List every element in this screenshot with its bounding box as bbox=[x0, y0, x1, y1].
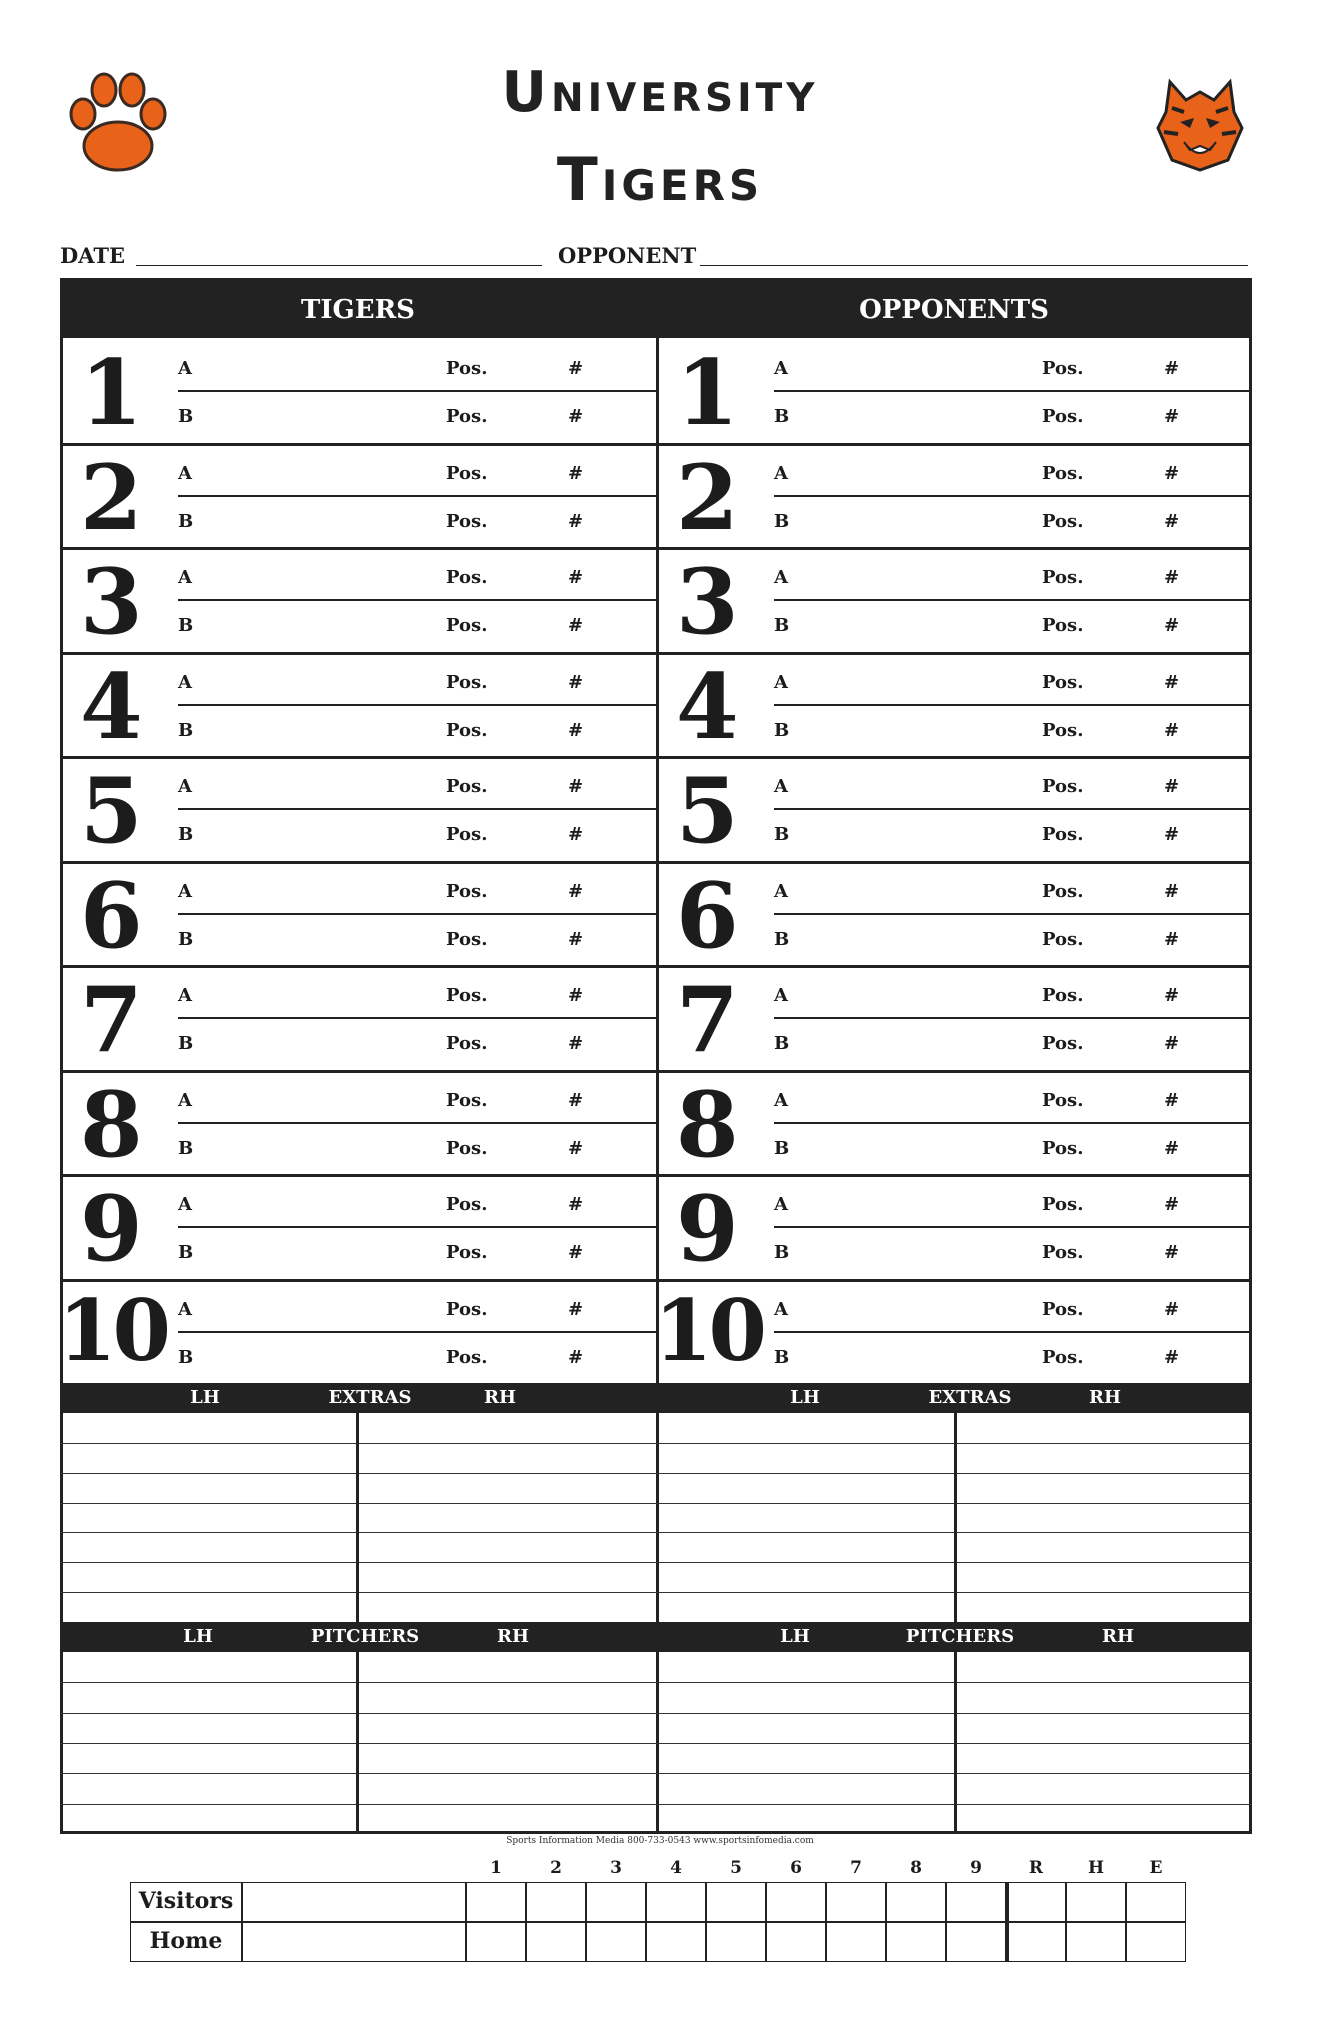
number-label: # bbox=[568, 615, 584, 636]
lineup-number-right: 6 bbox=[676, 862, 739, 969]
number-label: # bbox=[1164, 1194, 1180, 1215]
slot-a-label: A bbox=[774, 985, 788, 1006]
row-separator bbox=[60, 1174, 1252, 1177]
row-separator bbox=[60, 1070, 1252, 1073]
opponent-label: OPPONENT bbox=[558, 243, 697, 268]
column-divider bbox=[356, 1652, 359, 1834]
player-a-line[interactable] bbox=[774, 808, 1252, 810]
slot-b-label: B bbox=[178, 406, 194, 427]
score-cell[interactable] bbox=[646, 1882, 706, 1922]
pos-label: Pos. bbox=[446, 824, 488, 845]
player-a-line[interactable] bbox=[774, 1017, 1252, 1019]
lineup-number-right: 4 bbox=[676, 653, 739, 760]
row-separator bbox=[60, 756, 1252, 759]
pos-label: Pos. bbox=[1042, 615, 1084, 636]
score-cell[interactable] bbox=[766, 1922, 826, 1962]
inning-header-8: 8 bbox=[910, 1858, 922, 1878]
number-label: # bbox=[1164, 358, 1180, 379]
slot-a-label: A bbox=[178, 671, 192, 693]
number-label: # bbox=[1164, 824, 1180, 845]
number-label: # bbox=[568, 880, 584, 902]
pos-label: Pos. bbox=[1042, 671, 1084, 693]
player-a-line[interactable] bbox=[178, 808, 656, 810]
lineup-number-right: 10 bbox=[654, 1280, 763, 1380]
inning-header-5: 5 bbox=[730, 1858, 742, 1878]
lineup-number-right: 7 bbox=[676, 967, 739, 1073]
lineup-number-left: 9 bbox=[80, 1176, 143, 1282]
slot-b-label: B bbox=[774, 615, 790, 636]
entry-line[interactable] bbox=[60, 1592, 1252, 1593]
slot-b-label: B bbox=[774, 928, 790, 950]
credit-line: Sports Information Media 800-733-0543 www.sportsinfomedia.com bbox=[506, 1836, 814, 1846]
team-name-cell[interactable] bbox=[242, 1882, 466, 1922]
score-cell[interactable] bbox=[466, 1922, 526, 1962]
number-label: # bbox=[568, 358, 584, 379]
inning-header-3: 3 bbox=[610, 1858, 622, 1878]
number-label: # bbox=[568, 1242, 584, 1263]
lineup-number-left: 5 bbox=[80, 758, 143, 864]
score-cell[interactable] bbox=[706, 1882, 766, 1922]
opponents-title: OPPONENTS bbox=[859, 295, 1049, 325]
pos-label: Pos. bbox=[1042, 719, 1084, 741]
player-a-line[interactable] bbox=[178, 913, 656, 915]
pos-label: Pos. bbox=[1042, 1194, 1084, 1215]
player-a-line[interactable] bbox=[774, 1331, 1252, 1333]
slot-a-label: A bbox=[774, 1194, 788, 1215]
number-label: # bbox=[568, 1298, 584, 1320]
pos-label: Pos. bbox=[1042, 985, 1084, 1006]
lineup-number-right: 3 bbox=[676, 549, 739, 655]
number-label: # bbox=[568, 776, 584, 797]
pos-label: Pos. bbox=[446, 719, 488, 741]
score-cell[interactable] bbox=[586, 1882, 646, 1922]
slot-a-label: A bbox=[178, 880, 192, 902]
pos-label: Pos. bbox=[446, 358, 488, 379]
slot-b-label: B bbox=[178, 615, 194, 636]
number-label: # bbox=[1164, 1242, 1180, 1263]
slot-a-label: A bbox=[178, 567, 192, 588]
score-cell[interactable] bbox=[1066, 1922, 1126, 1962]
number-label: # bbox=[1164, 671, 1180, 693]
score-cell[interactable] bbox=[886, 1882, 946, 1922]
date-label: DATE bbox=[60, 243, 125, 268]
number-label: # bbox=[1164, 1346, 1180, 1368]
slot-a-label: A bbox=[178, 1089, 192, 1111]
inning-header-2: 2 bbox=[550, 1858, 562, 1878]
opponent-field[interactable] bbox=[700, 265, 1248, 266]
lineup-number-left: 1 bbox=[80, 340, 143, 446]
number-label: # bbox=[568, 462, 584, 484]
slot-b-label: B bbox=[178, 824, 194, 845]
slot-a-label: A bbox=[774, 880, 788, 902]
pos-label: Pos. bbox=[1042, 1298, 1084, 1320]
player-a-line[interactable] bbox=[178, 599, 656, 601]
entry-line[interactable] bbox=[60, 1743, 1252, 1744]
player-a-line[interactable] bbox=[774, 913, 1252, 915]
score-cell[interactable] bbox=[1126, 1882, 1186, 1922]
number-label: # bbox=[1164, 567, 1180, 588]
inning-header-7: 7 bbox=[850, 1858, 862, 1878]
number-label: # bbox=[1164, 615, 1180, 636]
extras-lh-left: LH bbox=[190, 1387, 220, 1408]
pitchers-band bbox=[60, 1622, 1252, 1652]
extras-rh-right: RH bbox=[1089, 1387, 1121, 1408]
entry-line[interactable] bbox=[60, 1713, 1252, 1714]
slot-a-label: A bbox=[774, 567, 788, 588]
extras-title-left: EXTRAS bbox=[328, 1387, 412, 1408]
lineup-number-right: 5 bbox=[676, 758, 739, 864]
player-a-line[interactable] bbox=[178, 1017, 656, 1019]
entry-line[interactable] bbox=[60, 1473, 1252, 1474]
entry-line[interactable] bbox=[60, 1682, 1252, 1683]
column-divider bbox=[356, 1413, 359, 1622]
pos-label: Pos. bbox=[1042, 776, 1084, 797]
player-a-line[interactable] bbox=[178, 1331, 656, 1333]
slot-b-label: B bbox=[774, 1242, 790, 1263]
number-label: # bbox=[1164, 985, 1180, 1006]
team-label-visitors: Visitors bbox=[138, 1888, 234, 1914]
pitchers-lh-right: LH bbox=[780, 1626, 810, 1647]
pos-label: Pos. bbox=[1042, 1089, 1084, 1111]
number-label: # bbox=[1164, 776, 1180, 797]
pos-label: Pos. bbox=[446, 567, 488, 588]
pos-label: Pos. bbox=[1042, 880, 1084, 902]
pos-label: Pos. bbox=[446, 615, 488, 636]
number-label: # bbox=[568, 1194, 584, 1215]
pos-label: Pos. bbox=[446, 776, 488, 797]
number-label: # bbox=[1164, 1298, 1180, 1320]
lineup-number-left: 2 bbox=[80, 444, 143, 551]
pos-label: Pos. bbox=[1042, 567, 1084, 588]
row-separator bbox=[60, 1279, 1252, 1282]
number-label: # bbox=[1164, 406, 1180, 427]
pitchers-rh-right: RH bbox=[1102, 1626, 1134, 1647]
extras-title-right: EXTRAS bbox=[928, 1387, 1012, 1408]
slot-a-label: A bbox=[178, 985, 192, 1006]
number-label: # bbox=[568, 985, 584, 1006]
entry-line[interactable] bbox=[60, 1532, 1252, 1533]
slot-b-label: B bbox=[774, 406, 790, 427]
number-label: # bbox=[568, 671, 584, 693]
entry-line[interactable] bbox=[60, 1562, 1252, 1563]
number-label: # bbox=[568, 406, 584, 427]
player-a-line[interactable] bbox=[774, 1122, 1252, 1124]
slot-a-label: A bbox=[774, 462, 788, 484]
lineup-number-right: 2 bbox=[676, 444, 739, 551]
slot-b-label: B bbox=[774, 824, 790, 845]
lineup-number-left: 10 bbox=[58, 1280, 167, 1380]
slot-b-label: B bbox=[178, 1346, 194, 1368]
number-label: # bbox=[568, 1137, 584, 1159]
score-cell[interactable] bbox=[586, 1922, 646, 1962]
row-separator bbox=[60, 443, 1252, 446]
pos-label: Pos. bbox=[446, 671, 488, 693]
number-label: # bbox=[1164, 510, 1180, 532]
pos-label: Pos. bbox=[1042, 1137, 1084, 1159]
score-cell[interactable] bbox=[1006, 1882, 1066, 1922]
player-a-line[interactable] bbox=[774, 495, 1252, 497]
pos-label: Pos. bbox=[1042, 824, 1084, 845]
row-separator bbox=[60, 965, 1252, 968]
player-a-line[interactable] bbox=[178, 390, 656, 392]
entry-line[interactable] bbox=[60, 1443, 1252, 1444]
pos-label: Pos. bbox=[446, 1298, 488, 1320]
slot-b-label: B bbox=[774, 719, 790, 741]
number-label: # bbox=[568, 1089, 584, 1111]
pos-label: Pos. bbox=[1042, 1242, 1084, 1263]
pos-label: Pos. bbox=[446, 510, 488, 532]
pos-label: Pos. bbox=[446, 462, 488, 484]
score-cell[interactable] bbox=[766, 1882, 826, 1922]
score-cell[interactable] bbox=[1066, 1882, 1126, 1922]
slot-a-label: A bbox=[178, 776, 192, 797]
pos-label: Pos. bbox=[1042, 510, 1084, 532]
inning-header-e: E bbox=[1149, 1858, 1163, 1878]
pos-label: Pos. bbox=[446, 928, 488, 950]
slot-b-label: B bbox=[774, 1137, 790, 1159]
slot-b-label: B bbox=[774, 1346, 790, 1368]
slot-b-label: B bbox=[178, 1137, 194, 1159]
score-cell[interactable] bbox=[466, 1882, 526, 1922]
player-a-line[interactable] bbox=[774, 704, 1252, 706]
pos-label: Pos. bbox=[1042, 1346, 1084, 1368]
entry-line[interactable] bbox=[60, 1503, 1252, 1504]
lineup-number-left: 4 bbox=[80, 653, 143, 760]
pos-label: Pos. bbox=[1042, 406, 1084, 427]
pitchers-title-left: PITCHERS bbox=[310, 1626, 420, 1647]
pos-label: Pos. bbox=[446, 1137, 488, 1159]
pos-label: Pos. bbox=[446, 1346, 488, 1368]
pos-label: Pos. bbox=[446, 1033, 488, 1054]
slot-b-label: B bbox=[178, 1242, 194, 1263]
slot-a-label: A bbox=[774, 1298, 788, 1320]
player-a-line[interactable] bbox=[774, 1226, 1252, 1228]
inning-header-1: 1 bbox=[490, 1858, 502, 1878]
number-label: # bbox=[568, 510, 584, 532]
player-a-line[interactable] bbox=[178, 704, 656, 706]
number-label: # bbox=[568, 824, 584, 845]
slot-b-label: B bbox=[178, 719, 194, 741]
score-cell[interactable] bbox=[946, 1882, 1006, 1922]
slot-b-label: B bbox=[774, 1033, 790, 1054]
pos-label: Pos. bbox=[1042, 928, 1084, 950]
pitchers-rh-left: RH bbox=[497, 1626, 529, 1647]
team-label-home: Home bbox=[149, 1928, 223, 1954]
lineup-number-left: 7 bbox=[80, 967, 143, 1073]
lineup-number-left: 3 bbox=[80, 549, 143, 655]
team-name-cell[interactable] bbox=[242, 1922, 466, 1962]
entry-line[interactable] bbox=[60, 1773, 1252, 1774]
slot-b-label: B bbox=[774, 510, 790, 532]
score-cell[interactable] bbox=[526, 1882, 586, 1922]
number-label: # bbox=[568, 928, 584, 950]
player-a-line[interactable] bbox=[178, 495, 656, 497]
slot-b-label: B bbox=[178, 928, 194, 950]
slot-a-label: A bbox=[774, 776, 788, 797]
slot-a-label: A bbox=[178, 1194, 192, 1215]
score-cell[interactable] bbox=[1006, 1922, 1066, 1962]
title-line2: Tigers bbox=[556, 145, 764, 215]
title-line1: University bbox=[501, 60, 819, 125]
score-cell[interactable] bbox=[526, 1922, 586, 1962]
center-divider bbox=[656, 338, 659, 1834]
column-divider bbox=[954, 1652, 957, 1834]
score-cell[interactable] bbox=[886, 1922, 946, 1962]
pos-label: Pos. bbox=[446, 1194, 488, 1215]
tigers-title: TIGERS bbox=[301, 295, 415, 325]
lineup-number-right: 1 bbox=[676, 340, 739, 446]
entry-line[interactable] bbox=[60, 1804, 1252, 1805]
player-a-line[interactable] bbox=[178, 1122, 656, 1124]
player-a-line[interactable] bbox=[774, 390, 1252, 392]
column-divider bbox=[954, 1413, 957, 1622]
number-label: # bbox=[568, 1346, 584, 1368]
number-label: # bbox=[1164, 719, 1180, 741]
lineup-number-left: 8 bbox=[80, 1071, 143, 1178]
number-label: # bbox=[1164, 928, 1180, 950]
row-separator bbox=[60, 861, 1252, 864]
pos-label: Pos. bbox=[446, 985, 488, 1006]
number-label: # bbox=[1164, 1089, 1180, 1111]
slot-a-label: A bbox=[774, 358, 788, 379]
pos-label: Pos. bbox=[446, 880, 488, 902]
inning-header-4: 4 bbox=[670, 1858, 682, 1878]
score-cell[interactable] bbox=[826, 1882, 886, 1922]
player-a-line[interactable] bbox=[178, 1226, 656, 1228]
pos-label: Pos. bbox=[446, 1242, 488, 1263]
row-separator bbox=[60, 652, 1252, 655]
score-cell[interactable] bbox=[1126, 1922, 1186, 1962]
slot-a-label: A bbox=[178, 358, 192, 379]
pos-label: Pos. bbox=[446, 406, 488, 427]
extras-rh-left: RH bbox=[484, 1387, 516, 1408]
score-cell[interactable] bbox=[706, 1922, 766, 1962]
slot-b-label: B bbox=[178, 510, 194, 532]
lineup-number-right: 9 bbox=[676, 1176, 739, 1282]
date-field[interactable] bbox=[136, 265, 542, 266]
number-label: # bbox=[1164, 880, 1180, 902]
inning-header-9: 9 bbox=[970, 1858, 982, 1878]
number-label: # bbox=[568, 719, 584, 741]
pos-label: Pos. bbox=[446, 1089, 488, 1111]
extras-lh-right: LH bbox=[790, 1387, 820, 1408]
row-separator bbox=[60, 547, 1252, 550]
number-label: # bbox=[568, 1033, 584, 1054]
number-label: # bbox=[568, 567, 584, 588]
lineup-number-left: 6 bbox=[80, 862, 143, 969]
score-cell[interactable] bbox=[646, 1922, 706, 1962]
pos-label: Pos. bbox=[1042, 462, 1084, 484]
inning-header-6: 6 bbox=[790, 1858, 802, 1878]
pitchers-lh-left: LH bbox=[183, 1626, 213, 1647]
score-cell[interactable] bbox=[826, 1922, 886, 1962]
inning-header-r: R bbox=[1028, 1858, 1044, 1878]
slot-a-label: A bbox=[178, 1298, 192, 1320]
pos-label: Pos. bbox=[1042, 358, 1084, 379]
pitchers-title-right: PITCHERS bbox=[905, 1626, 1015, 1647]
inning-header-h: H bbox=[1087, 1858, 1105, 1878]
slot-a-label: A bbox=[178, 462, 192, 484]
lineup-number-right: 8 bbox=[676, 1071, 739, 1178]
number-label: # bbox=[1164, 462, 1180, 484]
number-label: # bbox=[1164, 1137, 1180, 1159]
number-label: # bbox=[1164, 1033, 1180, 1054]
slot-a-label: A bbox=[774, 671, 788, 693]
player-a-line[interactable] bbox=[774, 599, 1252, 601]
slot-a-label: A bbox=[774, 1089, 788, 1111]
score-cell[interactable] bbox=[946, 1922, 1006, 1962]
slot-b-label: B bbox=[178, 1033, 194, 1054]
pos-label: Pos. bbox=[1042, 1033, 1084, 1054]
